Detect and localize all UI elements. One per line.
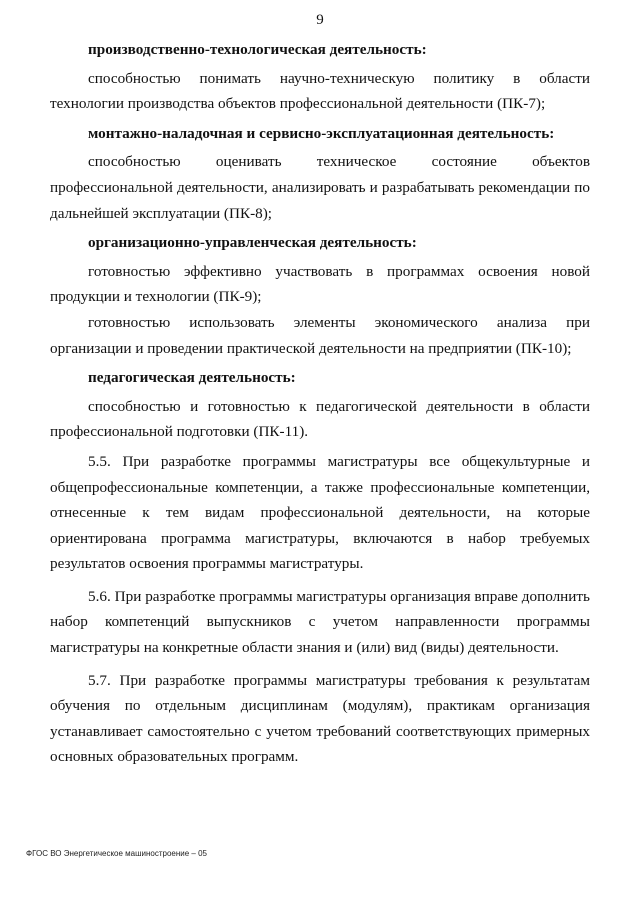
page-footer: ФГОС ВО Энергетическое машиностроение – 05: [26, 849, 207, 858]
section-heading-production: производственно-технологическая деятельность:: [88, 41, 427, 58]
paragraph-pk9: готовностью эффективно участвовать в программах освоения новой продукции и технологии (ПК-9);: [50, 262, 590, 306]
document-body: [50, 36, 590, 770]
paragraph-5-7: 5.7. При разработке программы магистратуры требования к результатам обучения по отдельным дисциплинам (модулям), практикам организация устанавливает самостоятельно с учетом требований соответствующих примерных основных образовательных программ.: [50, 671, 590, 766]
section-heading-pedagogical: педагогическая деятельность:: [88, 369, 296, 387]
section-heading-management: организационно-управленческая деятельность:: [88, 234, 417, 252]
section-heading-installation: монтажно-наладочная и сервисно-эксплуатационная деятельность:: [88, 124, 555, 142]
paragraph-pk11: способностью и готовностью к педагогической деятельности в области профессиональной подготовки (ПК-11).: [50, 397, 590, 441]
paragraph-5-5: 5.5. При разработке программы магистратуры все общекультурные и общепрофессиональные компетенции, а также профессиональные компетенции, отнесенные к тем видам профессиональной деятельности, на которые ориентирована программа магистратуры, включаются в набор требуемых результатов освоения программы магистратуры.: [50, 452, 590, 573]
paragraph-pk10: готовностью использовать элементы экономического анализа при организации и проведении практической деятельности на предприятии (ПК-10);: [50, 313, 590, 357]
paragraph-pk8: способностью оценивать техническое состояние объектов профессиональной деятельности, анализировать и разрабатывать рекомендации по дальнейшей эксплуатации (ПК-8);: [50, 153, 590, 222]
page-number: 9: [316, 12, 324, 28]
paragraph-5-6: 5.6. При разработке программы магистратуры организация вправе дополнить набор компетенций выпускников с учетом направленности программы магистратуры на конкретные области знания и (или) вид (виды) деятельности.: [50, 587, 590, 657]
paragraph-pk7: способностью понимать научно-техническую политику в области технологии производства объектов профессиональной деятельности (ПК-7);: [50, 69, 590, 113]
